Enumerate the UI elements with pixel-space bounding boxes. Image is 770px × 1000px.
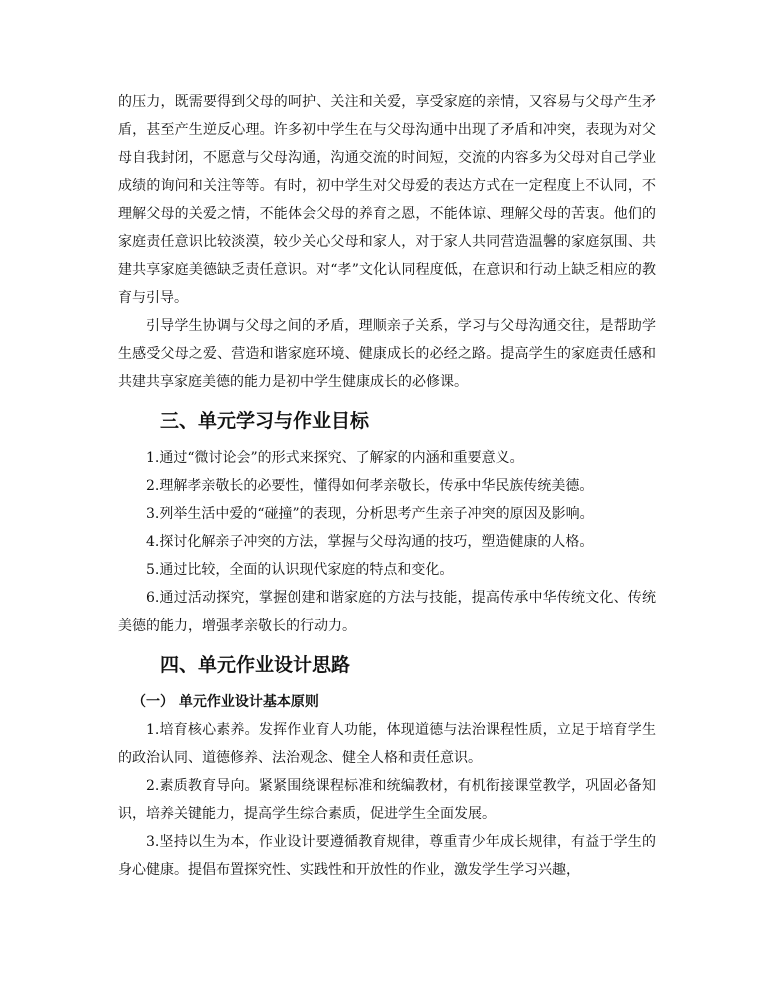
- principle-item-2: 2.素质教育导向。紧紧围绕课程标准和统编教材，有机衔接课堂教学，巩固必备知识，培养关键能力，提高学生综合素质，促进学生全面发展。: [118, 778, 656, 822]
- goal-item-2: 2.理解孝亲敬长的必要性，懂得如何孝亲敬长，传承中华民族传统美德。: [146, 478, 594, 494]
- principle-item-3: 3.坚持以生为本，作业设计要遵循教育规律，尊重青少年成长规律，有益于学生的身心健康。提倡布置探究性、实践性和开放性的作业，激发学生学习兴趣，: [118, 834, 656, 878]
- goal-item-6: 6.通过活动探究，掌握创建和谐家庭的方法与技能，提高传承中华传统文化、传统美德的能力，增强孝亲敬长的行动力。: [118, 590, 656, 634]
- intro-paragraph-1: 的压力，既需要得到父母的呵护、关注和关爱，享受家庭的亲情，又容易与父母产生矛盾，甚至产生逆反心理。许多初中学生在与父母沟通中出现了矛盾和冲突，表现为对父母自我封闭，不愿意与父母沟通，沟通交流的时间短，交流的内容多为父母对自己学业成绩的询问和关注等等。有时，初中学生对父母爱的表达方式在一定程度上不认同，不理解父母的关爱之情，不能体会父母的养育之恩，不能体谅、理解父母的苦衷。他们的家庭责任意识比较淡漠，较少关心父母和家人，对于家人共同营造温馨的家庭氛围、共建共享家庭美德缺乏责任意识。对“孝”文化认同程度低，在意识和行动上缺乏相应的教育与引导。: [118, 94, 656, 306]
- section-4-subheading: （一） 单元作业设计基本原则: [132, 694, 319, 710]
- section-3-heading: 三、单元学习与作业目标: [160, 410, 370, 432]
- goal-item-4: 4.探讨化解亲子冲突的方法，掌握与父母沟通的技巧，塑造健康的人格。: [146, 534, 594, 550]
- goal-item-3: 3.列举生活中爱的“碰撞”的表现，分析思考产生亲子冲突的原因及影响。: [146, 506, 594, 522]
- goal-item-5: 5.通过比较，全面的认识现代家庭的特点和变化。: [146, 562, 454, 578]
- goal-item-1: 1.通过“微讨论会”的形式来探究、了解家的内涵和重要意义。: [146, 450, 524, 466]
- intro-paragraph-2: 引导学生协调与父母之间的矛盾，理顺亲子关系，学习与父母沟通交往，是帮助学生感受父母之爱、营造和谐家庭环境、健康成长的必经之路。提高学生的家庭责任感和共建共享家庭美德的能力是初中学生健康成长的必修课。: [118, 318, 656, 390]
- principle-item-1: 1.培育核心素养。发挥作业育人功能，体现道德与法治课程性质，立足于培育学生的政治认同、道德修养、法治观念、健全人格和责任意识。: [118, 722, 656, 766]
- document-page: [118, 88, 656, 884]
- section-4-heading: 四、单元作业设计思路: [160, 654, 351, 676]
